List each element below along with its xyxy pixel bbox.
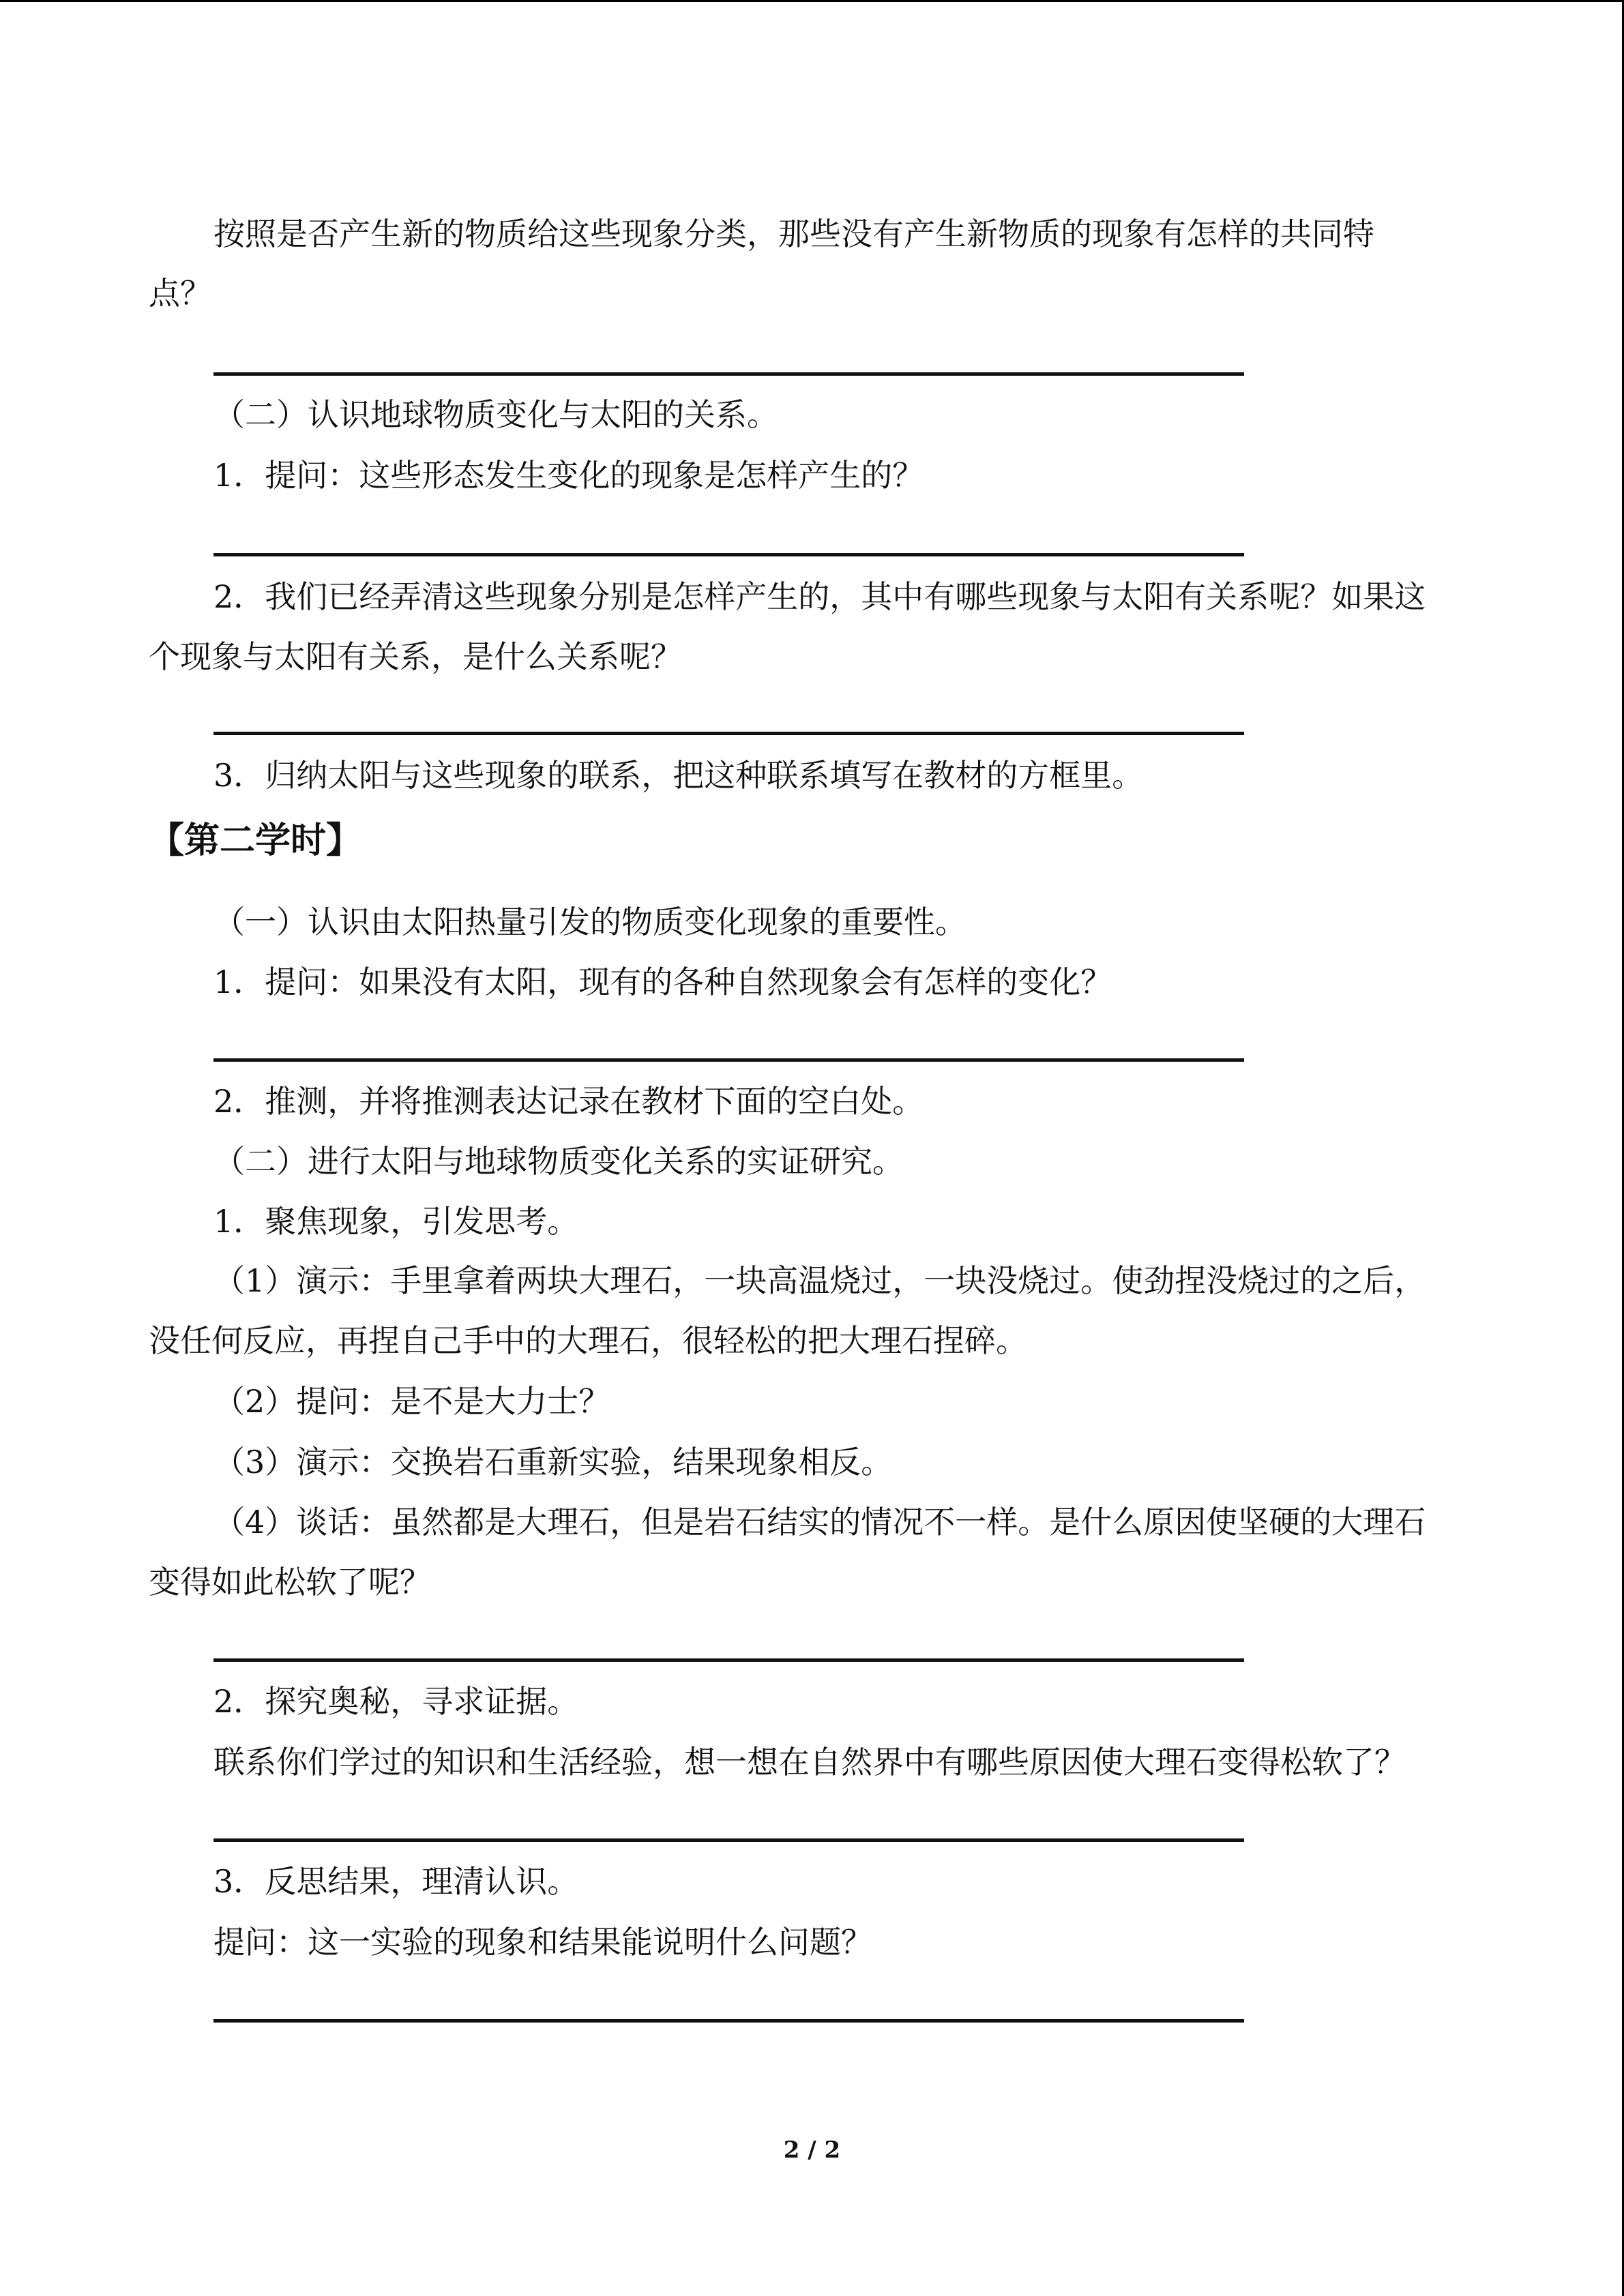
step-1: 1．聚焦现象，引发思考。 [213,1203,579,1240]
answer-line [213,372,1244,376]
page-border-top [0,0,1624,2]
answer-line [213,732,1244,735]
demo-4-line1: （4）谈话：虽然都是大理石，但是岩石结实的情况不一样。是什么原因使坚硬的大理石 [213,1504,1426,1540]
question-1: 1．提问：这些形态发生变化的现象是怎样产生的？ [213,457,924,494]
demo-4-line2: 变得如此松软了呢？ [149,1564,431,1600]
step-2-question: 联系你们学过的知识和生活经验，想一想在自然界中有哪些原因使大理石变得松软了？ [213,1744,1406,1780]
step-3: 3．反思结果，理清认识。 [213,1863,579,1900]
question-2-line2: 个现象与太阳有关系，是什么关系呢？ [149,638,682,675]
step-3-question: 提问：这一实验的现象和结果能说明什么问题？ [213,1924,872,1960]
demo-2: （2）提问：是不是大力士？ [213,1383,610,1420]
question-2-line1: 2．我们已经弄清这些现象分别是怎样产生的，其中有哪些现象与太阳有关系呢？如果这 [213,578,1426,615]
demo-1-line1: （1）演示：手里拿着两块大理石，一块高温烧过，一块没烧过。使劲捏没烧过的之后， [213,1262,1426,1299]
section-heading-importance: （一）认识由太阳热量引发的物质变化现象的重要性。 [213,904,966,940]
lesson2-question-2: 2．推测，并将推测表达记录在教材下面的空白处。 [213,1083,924,1120]
lesson-2-heading: 【第二学时】 [149,820,362,861]
demo-3: （3）演示：交换岩石重新实验，结果现象相反。 [213,1444,893,1480]
answer-line [213,553,1244,556]
page-number: 2 / 2 [783,2136,841,2164]
section-heading-sun-relation: （二）认识地球物质变化与太阳的关系。 [213,396,778,433]
step-2: 2．探究奥秘，寻求证据。 [213,1683,579,1720]
answer-line [213,1838,1244,1842]
answer-line [213,1658,1244,1662]
section-heading-empirical-study: （二）进行太阳与地球物质变化关系的实证研究。 [213,1143,904,1180]
question-3: 3．归纳太阳与这些现象的联系，把这种联系填写在教材的方框里。 [213,757,1144,794]
answer-line [213,2019,1244,2023]
lesson2-question-1: 1．提问：如果没有太阳，现有的各种自然现象会有怎样的变化？ [213,964,1112,1000]
demo-1-line2: 没任何反应，再捏自己手中的大理石，很轻松的把大理石捏碎。 [149,1322,1027,1359]
answer-line [213,1058,1244,1062]
paragraph-classify-line2: 点？ [149,275,211,312]
paragraph-classify-line1: 按照是否产生新的物质给这些现象分类，那些没有产生新物质的现象有怎样的共同特 [213,215,1374,252]
